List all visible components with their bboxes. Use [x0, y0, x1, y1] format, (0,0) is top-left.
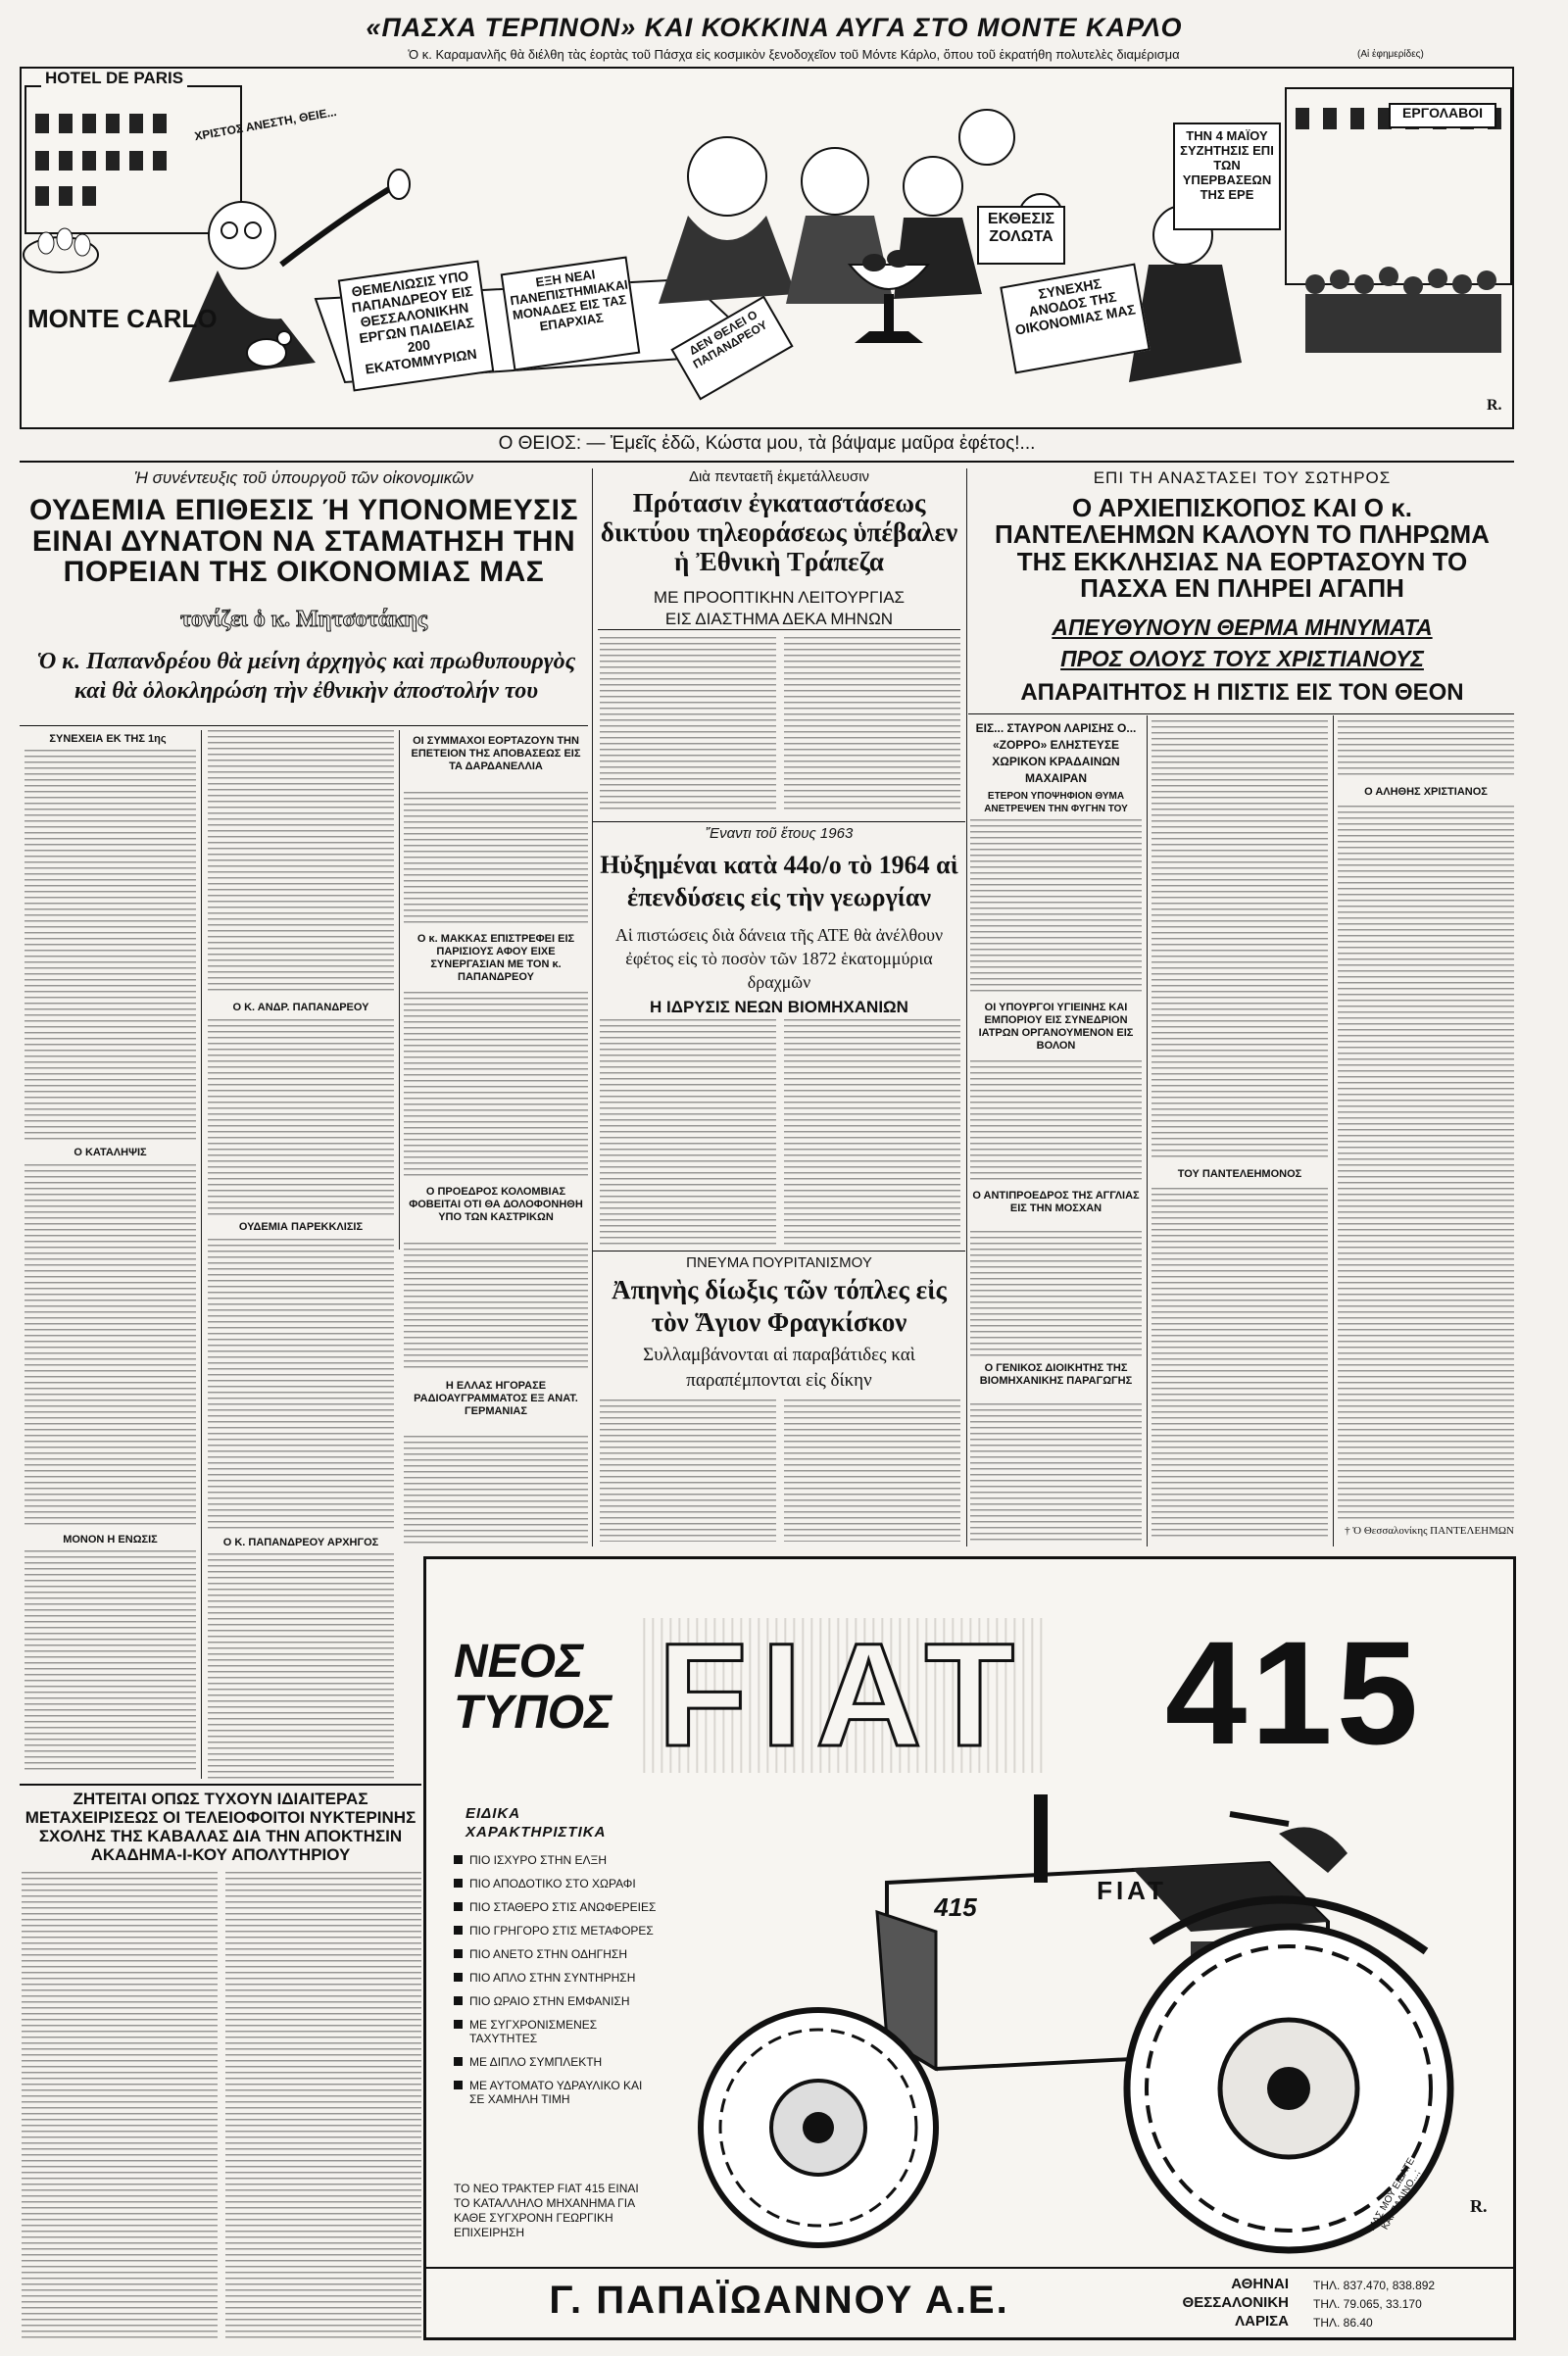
art1-rule [20, 725, 588, 726]
ad-feature-item: ΠΙΟ ΑΠΛΟ ΣΤΗΝ ΣΥΝΤΗΡΗΣΗ [454, 1971, 660, 1985]
cartoon-hotel-sign: HOTEL DE PARIS [41, 69, 187, 88]
ad-model: 415 [1164, 1610, 1423, 1775]
cartoon-sign-zolotas: ΕΚΘΕΣΙΣ ΖΟΛΩΤΑ [977, 206, 1065, 265]
agri-deck: Αἱ πιστώσεις διὰ δάνεια τῆς ΑΤΕ θὰ ἀνέλθουν ἐφέτος εἰς τὸ ποσὸν τῶν 1872 ἑκατομμύρια δραχμῶν [614, 925, 944, 992]
ad-signature: R. [1470, 2196, 1488, 2216]
ad-pitch: ΤΟ ΝΕΟ ΤΡΑΚΤΕΡ FIAT 415 ΕΙΝΑΙ ΤΟ ΚΑΤΑΛΛΗΛΟ ΜΗΧΑΝΗΜΑ ΓΙΑ ΚΑΘΕ ΣΥΓΧΡΟΝΗ ΓΕΩΡΓΙΚΗ ΕΠΙΧΕΙΡΗΣΗ [454, 2182, 639, 2239]
ad-company: Γ. ΠΑΠΑΪΩΑΝΝΟΥ Α.Ε. [549, 2279, 1009, 2322]
bullet-icon [454, 2020, 463, 2029]
col-rule-3 [592, 468, 593, 1546]
puritan-body-a [600, 1399, 776, 1542]
divider-top [20, 461, 1514, 463]
easter-sub-pantel: ΤΟΥ ΠΑΝΤΕΛΕΗΜΟΝΟΣ [1177, 1168, 1302, 1180]
bullet-icon [454, 1902, 463, 1911]
ad-city: ΛΑΡΙΣΑ [1235, 2313, 1289, 2330]
tv-rule [593, 821, 965, 822]
headline-corner: (Αἱ ἐφημερίδες) [1357, 49, 1424, 60]
left-bottom-body-a [22, 1872, 218, 2342]
right-gov-body [970, 1403, 1142, 1541]
art1-body-col1 [24, 750, 196, 1142]
easter-body-b [1152, 1188, 1328, 1541]
zorro-headline: ΕΙΣ... ΣΤΑΥΡΟΝ ΛΑΡΙΣΗΣ Ο... «ΖΟΡΡΟ» ΕΛΗΣΤΕΥΣΕ ΧΩΡΙΚΟΝ ΚΡΑΔΑΙΝΩΝ ΜΑΧΑΙΡΑΝ [975, 721, 1137, 785]
right-vp: Ο ΑΝΤΙΠΡΟΕΔΡΟΣ ΤΗΣ ΑΓΓΛΙΑΣ ΕΙΣ ΤΗΝ ΜΟΣΧΑΝ [972, 1190, 1140, 1214]
ad-brand: FIAT [637, 1618, 1049, 1773]
easter-sub-true: Ο ΑΛΗΘΗΣ ΧΡΙΣΤΙΑΝΟΣ [1364, 786, 1488, 798]
cartoon [20, 67, 1514, 429]
ad-plate: 415 [934, 1892, 977, 1922]
ad-side-note: ΜΑΣ ΜΟΥ ΕΙΔΑΤΕ ΚΑΙ ΠΛΑΙΝΟ...; [1366, 2156, 1423, 2233]
art1-sub-leader: Ο Κ. ΠΑΠΑΝΔΡΕΟΥ ΑΡΧΗΓΟΣ [222, 1537, 379, 1548]
agri-rule [593, 1251, 965, 1252]
right-vp-body [970, 1231, 1142, 1356]
cartoon-sign-economy: ΣΥΝΕΧΗΣ ΑΝΟΔΟΣ ΤΗΣ ΟΙΚΟΝΟΜΙΑΣ ΜΑΣ [1000, 264, 1151, 374]
tv-sub1: ΜΕ ΠΡΟΟΠΤΙΚΗΝ ΛΕΙΤΟΥΡΓΙΑΣ [653, 588, 906, 607]
col-rule-5 [1147, 715, 1148, 1546]
cartoon-sign-papandreou: ΔΕΝ ΘΕΛΕΙ Ο ΠΑΠΑΝΔΡΕΟΥ [670, 296, 793, 401]
art1-sub-union: ΜΟΝΟΝ Η ΕΝΩΣΙΣ [63, 1534, 158, 1546]
easter-body-d [1338, 806, 1514, 1521]
ad-feature-item: ΠΙΟ ΙΣΧΥΡΟ ΣΤΗΝ ΕΛΞΗ [454, 1853, 660, 1867]
mid-colombia-body [404, 1243, 588, 1370]
art1-body-col2 [208, 730, 394, 995]
bullet-icon [454, 1855, 463, 1864]
bullet-icon [454, 1949, 463, 1958]
mid-radar-body [404, 1436, 588, 1544]
bullet-icon [454, 2081, 463, 2089]
easter-body-a [1152, 720, 1328, 1161]
cartoon-sign-debate: ΤΗΝ 4 ΜΑΪΟΥ ΣΥΖΗΤΗΣΙΣ ΕΠΙ ΤΩΝ ΥΠΕΡΒΑΣΕΩΝ ΤΗΣ ΕΡΕ [1173, 123, 1281, 230]
easter-signature: † Ὁ Θεσσαλονίκης ΠΑΝΤΕΛΕΗΜΩΝ [1345, 1525, 1514, 1537]
easter-sub2: ΠΡΟΣ ΟΛΟΥΣ ΤΟΥΣ ΧΡΙΣΤΙΑΝΟΥΣ [1060, 646, 1424, 671]
cartoon-speech: ΧΡΙΣΤΟΣ ΑΝΕΣΤΗ, ΘΕΙΕ... [193, 104, 338, 144]
fiat-advert [423, 1556, 1516, 2340]
puritan-body-b [784, 1399, 960, 1542]
right-health-body [970, 1060, 1142, 1183]
puritan-headline: Ἀπηνὴς δίωξις τῶν τόπλες εἰς τὸν Ἅγιον Φραγκίσκον [612, 1275, 947, 1337]
agri-headline: Ηὐξημέναι κατὰ 44ο/ο τὸ 1964 αἱ ἐπενδύσεις εἰς τὴν γεωργίαν [600, 851, 958, 911]
right-health: ΟΙ ΥΠΟΥΡΓΟΙ ΥΓΙΕΙΝΗΣ ΚΑΙ ΕΜΠΟΡΙΟΥ ΕΙΣ ΣΥΝΕΔΡΙΟΝ ΙΑΤΡΩΝ ΟΡΓΑΝΟΥΜΕΝΟΝ ΕΙΣ ΒΟΛΟΝ [978, 1002, 1134, 1052]
ad-phone: ΤΗΛ. 837.470, 838.892 [1313, 2279, 1436, 2292]
mid-makkas: Ο κ. ΜΑΚΚΑΣ ΕΠΙΣΤΡΕΦΕΙ ΕΙΣ ΠΑΡΙΣΙΟΥΣ ΑΦΟΥ ΕΙΧΕ ΣΥΝΕΡΓΑΣΙΑΝ ΜΕ ΤΟΝ κ. ΠΑΠΑΝΔΡΕΟΥ [416, 933, 575, 983]
cartoon-monte-carlo: MONTE CARLO [27, 304, 218, 333]
easter-rule [968, 713, 1514, 714]
tv-body-b [784, 637, 960, 813]
easter-sub1: ΑΠΕΥΘΥΝΟΥΝ ΘΕΡΜΑ ΜΗΝΥΜΑΤΑ [1052, 614, 1433, 640]
headline-subline: Ὁ κ. Καραμανλῆς θὰ διέλθη τὰς ἑορτὰς τοῦ Πάσχα εἰς κοσμικὸν ξενοδοχεῖον τοῦ Μόντε Κάρλο, ὅπου τοῦ ἐκρατήθη πολυτελὲς διαμέρισμα [408, 47, 1180, 62]
ad-city: ΑΘΗΝΑΙ [1231, 2276, 1289, 2292]
ad-cities [1112, 2275, 1289, 2331]
ad-features-list [454, 1853, 660, 2116]
ad-feature-item: ΠΙΟ ΩΡΑΙΟ ΣΤΗΝ ΕΜΦΑΝΙΣΗ [454, 1994, 660, 2008]
puritan-deck: Συλλαμβάνονται αἱ παραβάτιδες καὶ παραπέμπονται εἰς δίκην [643, 1345, 915, 1391]
left-bottom-rule [20, 1784, 421, 1786]
easter-body-c [1338, 720, 1514, 779]
tv-headline: Πρότασιν ἐγκαταστάσεως δικτύου τηλεοράσεως ὑπέβαλεν ἡ Ἐθνικὴ Τράπεζα [600, 488, 958, 576]
bullet-icon [454, 1879, 463, 1888]
col-rule-1 [201, 730, 202, 1779]
ad-grille-brand: FIAT [1097, 1876, 1167, 1905]
cartoon-sign-contractors: ΕΡΓΟΛΑΒΟΙ [1389, 103, 1496, 128]
agri-sub: Η ΙΔΡΥΣΙΣ ΝΕΩΝ ΒΙΟΜΗΧΑΝΙΩΝ [650, 998, 908, 1016]
ad-footer-rule [426, 2267, 1516, 2269]
art1-deck: Ὁ κ. Παπανδρέου θὰ μείνη ἀρχηγὸς καὶ πρωθυπουργὸς καὶ θὰ ὁλοκληρώση τὴν ἐθνικὴν ἀποστολήν του [36, 649, 576, 704]
cartoon-sign-university: ΕΞΗ ΝΕΑΙ ΠΑΝΕΠΙΣΤΗΜΙΑΚΑΙ ΜΟΝΑΔΕΣ ΕΙΣ ΤΑΣ ΕΠΑΡΧΙΑΣ [501, 256, 641, 370]
col-rule-2 [399, 730, 400, 1250]
easter-headline: Ο ΑΡΧΙΕΠΙΣΚΟΠΟΣ ΚΑΙ Ο κ. ΠΑΝΤΕΛΕΗΜΩΝ ΚΑΛΟΥΝ ΤΟ ΠΛΗΡΩΜΑ ΤΗΣ ΕΚΚΛΗΣΙΑΣ ΝΑ ΕΟΡΤΑΣΟΥΝ ΤΟ ΠΑΣΧΑ ΕΝ ΠΛΗΡΕΙ ΑΓΑΠΗ [995, 493, 1490, 603]
easter-kicker: ΕΠΙ ΤΗ ΑΝΑΣΤΑΣΕΙ ΤΟΥ ΣΩΤΗΡΟΣ [1093, 468, 1392, 487]
art1-headline: ΟΥΔΕΜΙΑ ΕΠΙΘΕΣΙΣ Ή ΥΠΟΝΟΜΕΥΣΙΣ ΕΙΝΑΙ ΔΥΝΑΤΟΝ ΝΑ ΣΤΑΜΑΤΗΣΗ ΤΗΝ ΠΟΡΕΙΑΝ ΤΗΣ ΟΙΚΟΝΟΜΙΑΣ ΜΑΣ [28, 494, 579, 588]
col-rule-4 [966, 468, 967, 1546]
agri-kicker: Ἔναντι τοῦ ἔτους 1963 [705, 825, 854, 842]
ad-feature-item: ΜΕ ΑΥΤΟΜΑΤΟ ΥΔΡΑΥΛΙΚΟ ΚΑΙ ΣΕ ΧΑΜΗΛΗ ΤΙΜΗ [454, 2079, 660, 2106]
tractor-illustration [642, 1794, 1485, 2265]
cartoon-sign-education: ΘΕΜΕΛΙΩΣΙΣ ΥΠΟ ΠΑΠΑΝΔΡΕΟΥ ΕΙΣ ΘΕΣΣΑΛΟΝΙΚΗΝ ΕΡΓΩΝ ΠΑΙΔΕΙΑΣ 200 ΕΚΑΤΟΜΜΥΡΙΩΝ [338, 260, 495, 391]
tv-kicker: Διὰ πενταετῆ ἐκμετάλλευσιν [688, 468, 870, 485]
tv-sub2: ΕΙΣ ΔΙΑΣΤΗΜΑ ΔΕΚΑ ΜΗΝΩΝ [598, 610, 960, 630]
mid-allies-body [404, 792, 588, 924]
ad-feature-item: ΠΙΟ ΑΝΕΤΟ ΣΤΗΝ ΟΔΗΓΗΣΗ [454, 1947, 660, 1961]
bullet-icon [454, 2057, 463, 2066]
ad-feature-item: ΠΙΟ ΑΠΟΔΟΤΙΚΟ ΣΤΟ ΧΩΡΑΦΙ [454, 1877, 660, 1890]
mid-colombia: Ο ΠΡΟΕΔΡΟΣ ΚΟΛΟΜΒΙΑΣ ΦΟΒΕΙΤΑΙ ΟΤΙ ΘΑ ΔΟΛΟΦΟΝΗΘΗ ΥΠΟ ΤΩΝ ΚΑΣΤΡΙΚΩΝ [409, 1186, 583, 1223]
ad-phone: ΤΗΛ. 86.40 [1313, 2316, 1373, 2330]
ad-phone: ΤΗΛ. 79.065, 33.170 [1313, 2297, 1422, 2311]
agri-body-b [784, 1019, 960, 1245]
art1-body-col2d [208, 1553, 394, 1779]
art1-body-col1c [24, 1550, 196, 1771]
left-bottom-headline: ΖΗΤΕΙΤΑΙ ΟΠΩΣ ΤΥΧΟΥΝ ΙΔΙΑΙΤΕΡΑΣ ΜΕΤΑΧΕΙΡΙΣΕΩΣ ΟΙ ΤΕΛΕΙΟΦΟΙΤΟΙ ΝΥΚΤΕΡΙΝΗΣ ΣΧΟΛΗΣ ΤΗΣ ΚΑΒΑΛΑΣ ΔΙΑ ΤΗΝ ΑΠΟΚΤΗΣΙΝ ΑΚΑΔΗΜΑ-Ι-ΚΟΥ ΑΠΟΛΥΤΗΡΙΟΥ [24, 1790, 416, 1864]
right-gov: Ο ΓΕΝΙΚΟΣ ΔΙΟΙΚΗΤΗΣ ΤΗΣ ΒΙΟΜΗΧΑΝΙΚΗΣ ΠΑΡΑΓΩΓΗΣ [979, 1362, 1133, 1387]
page-headline: «ΠΑΣΧΑ ΤΕΡΠΝΟΝ» ΚΑΙ ΚΟΚΚΙΝΑ ΑΥΓΑ ΣΤΟ ΜΟΝΤΕ ΚΑΡΛΟ [366, 13, 1183, 42]
bullet-icon [454, 1996, 463, 2005]
art1-sub-occupation: Ο ΚΑΤΑΛΗΨΙΣ [74, 1147, 147, 1158]
easter-sub3: ΑΠΑΡΑΙΤΗΤΟΣ Η ΠΙΣΤΙΣ ΕΙΣ ΤΟΝ ΘΕΟΝ [1020, 679, 1464, 706]
cartoon-signature: R. [1487, 397, 1502, 414]
art1-body-col2b [208, 1019, 394, 1215]
art1-body-col1b [24, 1164, 196, 1527]
ad-new: ΝΕΟΣ [454, 1636, 584, 1688]
ad-feature-item: ΠΙΟ ΓΡΗΓΟΡΟ ΣΤΙΣ ΜΕΤΑΦΟΡΕΣ [454, 1924, 660, 1938]
mid-allies: ΟΙ ΣΥΜΜΑΧΟΙ ΕΟΡΤΑΖΟΥΝ ΤΗΝ ΕΠΕΤΕΙΟΝ ΤΗΣ ΑΠΟΒΑΣΕΩΣ ΕΙΣ ΤΑ ΔΑΡΔΑΝΕΛΛΙΑ [411, 735, 581, 772]
ad-phones [1313, 2277, 1509, 2332]
art1-outline: τονίζει ὁ κ. Μητσοτάκης [179, 607, 428, 632]
ad-feature-item: ΠΙΟ ΣΤΑΘΕΡΟ ΣΤΙΣ ΑΝΩΦΕΡΕΙΕΣ [454, 1900, 660, 1914]
bullet-icon [454, 1973, 463, 1982]
ad-type: ΤΥΠΟΣ [454, 1687, 612, 1739]
bullet-icon [454, 1926, 463, 1935]
cartoon-caption: Ο ΘΕΙΟΣ: — Ἐμεῖς ἐδῶ, Κώστα μου, τὰ βάψαμε μαῦρα ἐφέτος!... [498, 433, 1036, 454]
art1-kicker: Ἡ συνέντευξις τοῦ ὑπουργοῦ τῶν οἰκονομικῶν [133, 468, 474, 487]
zorro-body [970, 819, 1142, 996]
art1-sub-andreas: Ο Κ. ΑΝΔΡ. ΠΑΠΑΝΔΡΕΟΥ [232, 1002, 369, 1013]
zorro-sub: ΕΤΕΡΟΝ ΥΠΟΨΗΦΙΟΝ ΘΥΜΑ ΑΝΕΤΡΕΨΕΝ ΤΗΝ ΦΥΓΗΝ ΤΟΥ [984, 791, 1128, 814]
col-rule-6 [1333, 715, 1334, 1546]
puritan-kicker: ΠΝΕΥΜΑ ΠΟΥΡΙΤΑΝΙΣΜΟΥ [686, 1254, 872, 1271]
ad-features-title: ΕΙΔΙΚΑ ΧΑΡΑΚΤΗΡΙΣΤΙΚΑ [466, 1805, 607, 1841]
agri-body-a [600, 1019, 776, 1245]
mid-makkas-body [404, 992, 588, 1178]
mid-radar: Η ΕΛΛΑΣ ΗΓΟΡΑΣΕ ΡΑΔΙΟΑΥΓΡΑΜΜΑΤΟΣ ΕΞ ΑΝΑΤ. ΓΕΡΜΑΝΙΑΣ [414, 1380, 578, 1417]
art1-cont: ΣΥΝΕΧΕΙΑ ΕΚ ΤΗΣ 1ης [49, 733, 167, 745]
ad-feature-item: ΜΕ ΔΙΠΛΟ ΣΥΜΠΛΕΚΤΗ [454, 2055, 660, 2069]
art1-body-col2c [208, 1239, 394, 1531]
left-bottom-body-b [225, 1872, 421, 2342]
tv-body-a [600, 637, 776, 813]
art1-sub-nodeviation: ΟΥΔΕΜΙΑ ΠΑΡΕΚΚΛΙΣΙΣ [238, 1221, 364, 1233]
ad-city: ΘΕΣΣΑΛΟΝΙΚΗ [1182, 2294, 1289, 2311]
ad-feature-item: ΜΕ ΣΥΓΧΡΟΝΙΣΜΕΝΕΣ ΤΑΧΥΤΗΤΕΣ [454, 2018, 660, 2045]
